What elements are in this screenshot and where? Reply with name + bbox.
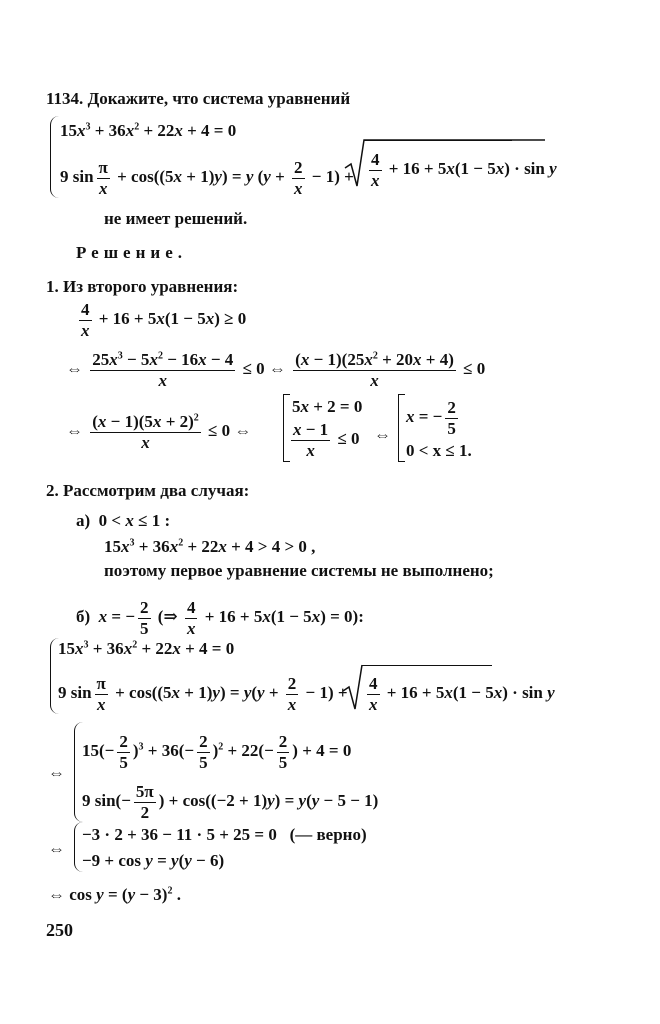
- case-b-label: б): [76, 606, 91, 626]
- ineq3: ⇔ $\frac{(x - 1)(5x + 2)^2}{x}$ ≤ 0 ⇔: [66, 412, 252, 452]
- case-b: б) x = − $\frac{2}{5}$ (⇒ $\frac{4}{x}$ + 16 + 5x(1 − 5x) = 0):: [76, 598, 364, 638]
- radical-bar-2: [362, 665, 492, 666]
- system-eq2: 9 sin $\frac{\pi}{x}$ + cos((5x + 1)y) = y (y + $\frac{2}{x}$ − 1) +: [60, 158, 354, 198]
- ineq3-sys1: 5x + 2 = 0: [292, 397, 363, 416]
- radical-sign-2: [343, 665, 363, 711]
- step1: [46, 278, 238, 295]
- iff-sub: ⇔: [48, 763, 65, 782]
- system2-eq2-root: $\frac{4}{x}$ + 16 + 5x(1 − 5x) · sin y: [369, 674, 555, 714]
- problem-statement: Докажите, что система уравнений: [87, 89, 351, 108]
- step1-text: Из второго уравнения:: [63, 277, 239, 296]
- bracket-set2: [398, 394, 405, 462]
- iff-arrow: ⇔: [374, 425, 391, 444]
- final-line: ⇔ $\cos y = (y - 3)^2$ .: [48, 885, 181, 904]
- sub-eq1: 15(− $\frac{2}{5}$ )$^3$ + 36(− $\frac{2}{5}$ )$^2$ + 22(− $\frac{2}{5}$ ) + 4 = 0: [82, 732, 352, 772]
- ineq1: $\frac{4}{x}$ + 16 + 5x(1 − 5x) ≥ 0: [81, 300, 247, 340]
- solution-heading: Решение.: [76, 243, 187, 262]
- iff-simp: ⇔: [48, 839, 65, 858]
- ineq3-sys2: $\frac{x - 1}{x}$ ≤ 0: [293, 420, 360, 460]
- simp-eq1-note: (— верно): [289, 825, 367, 844]
- ineq3-res1: x = − $\frac{2}{5}$: [406, 398, 456, 438]
- page-number: 250: [46, 920, 73, 940]
- step2-text: Рассмотрим два случая:: [63, 481, 250, 500]
- system2-eq2: 9 sin $\frac{\pi}{x}$ + cos((5x + 1)y) = y(y + $\frac{2}{x}$ − 1) +: [58, 674, 348, 714]
- system2-eq1: $15x^3 + 36x^2 + 22x + 4 = 0$: [58, 639, 235, 658]
- simp-eq2: −9 + cos y = y(y − 6): [82, 851, 225, 870]
- ineq2: ⇔ $\frac{25x^3 - 5x^2 - 16x - 4}{x}$ ≤ 0 ⇔ $\frac{(x - 1)(25x^2 + 20x + 4)}{x}$ ≤ 0: [66, 350, 486, 390]
- simp-eq1: [82, 826, 367, 843]
- case-a: а) 0 < x ≤ 1 :: [76, 511, 171, 530]
- system-eq2-root: $\frac{4}{x}$ + 16 + 5x(1 − 5x) · sin y: [371, 150, 557, 190]
- no-solutions: не имеет решений.: [104, 209, 248, 228]
- case-a-line2: поэтому первое уравнение системы не выполнено;: [104, 561, 494, 580]
- case-a-label: а): [76, 511, 91, 530]
- case-a-line1: $15x^3 + 36x^2 + 22x + 4 > 4 > 0$ ,: [104, 537, 316, 556]
- radical-sign: [345, 140, 365, 190]
- sub-eq2: 9 sin(− $\frac{5\pi}{2}$ ) + cos((−2 + 1)y) = y(y − 5 − 1): [82, 782, 379, 822]
- step1-label: 1.: [46, 277, 59, 296]
- problem-heading: [46, 90, 350, 107]
- simp-eq1-text: −3 · 2 + 36 − 11 · 5 + 25 = 0: [82, 825, 277, 844]
- radical-bar: [364, 140, 512, 141]
- step2-label: 2.: [46, 481, 59, 500]
- problem-number: 1134.: [46, 89, 84, 108]
- system-brace: [50, 116, 59, 198]
- step2: [46, 482, 249, 499]
- ineq3-res2: 0 < x ≤ 1.: [406, 441, 472, 460]
- system-eq1: $15x^3 + 36x^2 + 22x + 4 = 0$: [60, 121, 237, 140]
